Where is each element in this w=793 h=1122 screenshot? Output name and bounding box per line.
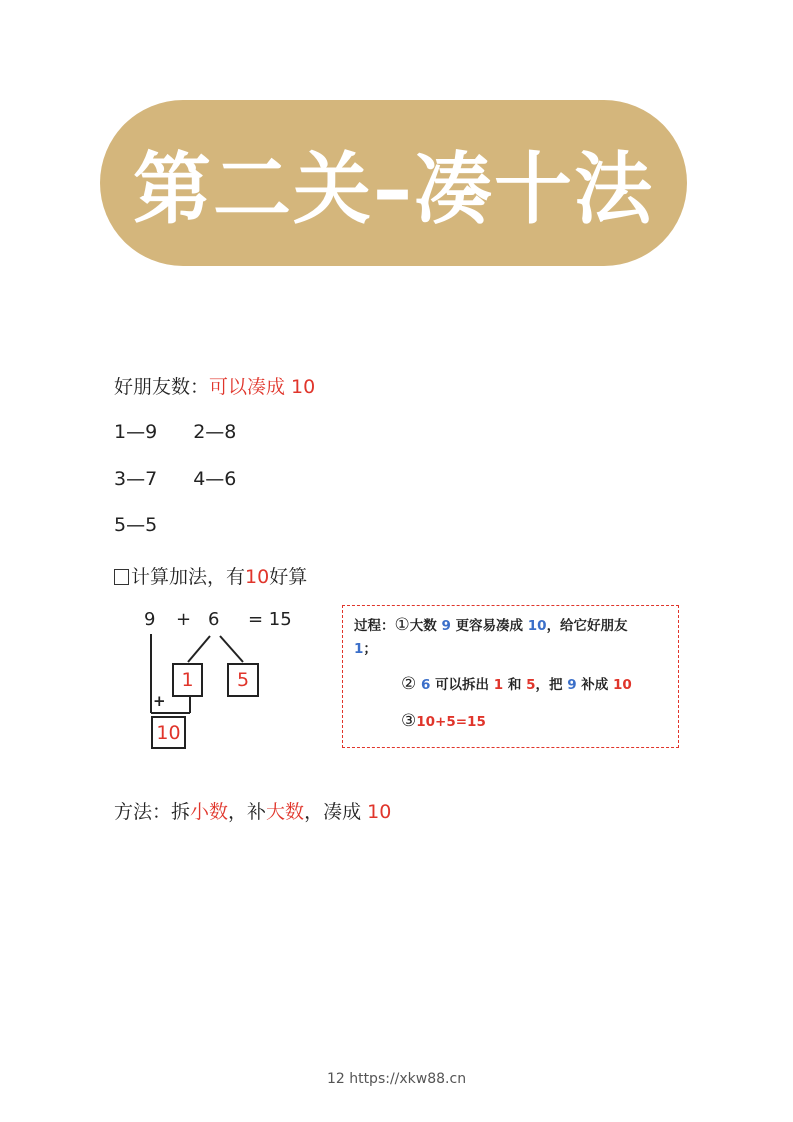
make-ten-diagram <box>140 600 330 760</box>
process-box <box>342 605 679 748</box>
page-title: 第二关–凑十法 <box>132 145 654 235</box>
step-text: 更容易凑成 <box>455 618 524 634</box>
friend-numbers-line <box>114 372 315 399</box>
process-step-1-cont <box>354 637 377 657</box>
process-step-1 <box>354 614 628 635</box>
box-one: 1 <box>172 663 203 697</box>
method-label: 方法：拆 <box>114 801 191 823</box>
pair-item: 2—8 <box>193 421 237 443</box>
method-number: 10 <box>367 801 392 823</box>
process-step-3 <box>401 711 486 731</box>
method-line <box>114 797 391 824</box>
digit-nine: 9 <box>144 609 156 630</box>
step-number: 10 <box>613 677 632 693</box>
step-marker: ③ <box>401 711 417 731</box>
step-text: 可以拆出 <box>435 677 490 693</box>
step-number: 10 <box>527 618 547 634</box>
process-step-2 <box>401 673 632 694</box>
page-footer: 12 https://xkw88.cn <box>326 1071 467 1087</box>
step-number: 5 <box>526 677 536 693</box>
step-expression: 10+5=15 <box>416 714 486 730</box>
pair-row-1 <box>114 421 236 443</box>
title-banner <box>100 100 687 266</box>
small-plus-sign: + <box>153 692 166 710</box>
rule-suffix: 好算 <box>269 566 308 588</box>
step-text: 和 <box>507 677 522 693</box>
step-marker: ① <box>394 615 410 635</box>
rule-line <box>114 562 307 589</box>
pair-item: 4—6 <box>193 468 237 490</box>
method-word-big: 大数 <box>266 801 305 823</box>
plus-sign: + <box>176 609 192 630</box>
step-text: 补成 <box>581 677 609 693</box>
step-number: 9 <box>441 618 451 634</box>
process-label: 过程： <box>354 618 395 634</box>
digit-six: 6 <box>208 609 220 630</box>
pair-row-2 <box>114 468 236 490</box>
rule-number: 10 <box>245 566 270 588</box>
friend-numbers-highlight: 可以凑成 10 <box>209 376 316 398</box>
friend-numbers-label: 好朋友数： <box>114 376 210 398</box>
method-text: ，补 <box>228 801 267 823</box>
method-word-small: 小数 <box>190 801 229 823</box>
step-text: ，给它好朋友 <box>546 618 628 634</box>
box-five: 5 <box>227 663 259 697</box>
step-text: 大数 <box>409 618 437 634</box>
step-number: 1 <box>354 641 364 657</box>
box-ten: 10 <box>151 716 186 749</box>
step-marker: ② <box>401 674 417 694</box>
equals-result: = 15 <box>248 609 292 630</box>
rule-prefix: 计算加法，有 <box>131 566 246 588</box>
pair-row-3 <box>114 514 157 536</box>
pair-item: 3—7 <box>114 468 158 490</box>
method-text: ，凑成 <box>304 801 362 823</box>
step-number: 9 <box>567 677 577 693</box>
pair-item: 5—5 <box>114 514 158 536</box>
checkbox-icon <box>114 569 129 585</box>
step-text: ，把 <box>535 677 563 693</box>
step-text: ； <box>363 641 377 657</box>
pair-item: 1—9 <box>114 421 158 443</box>
step-number: 6 <box>420 677 431 693</box>
step-number: 1 <box>493 677 504 693</box>
